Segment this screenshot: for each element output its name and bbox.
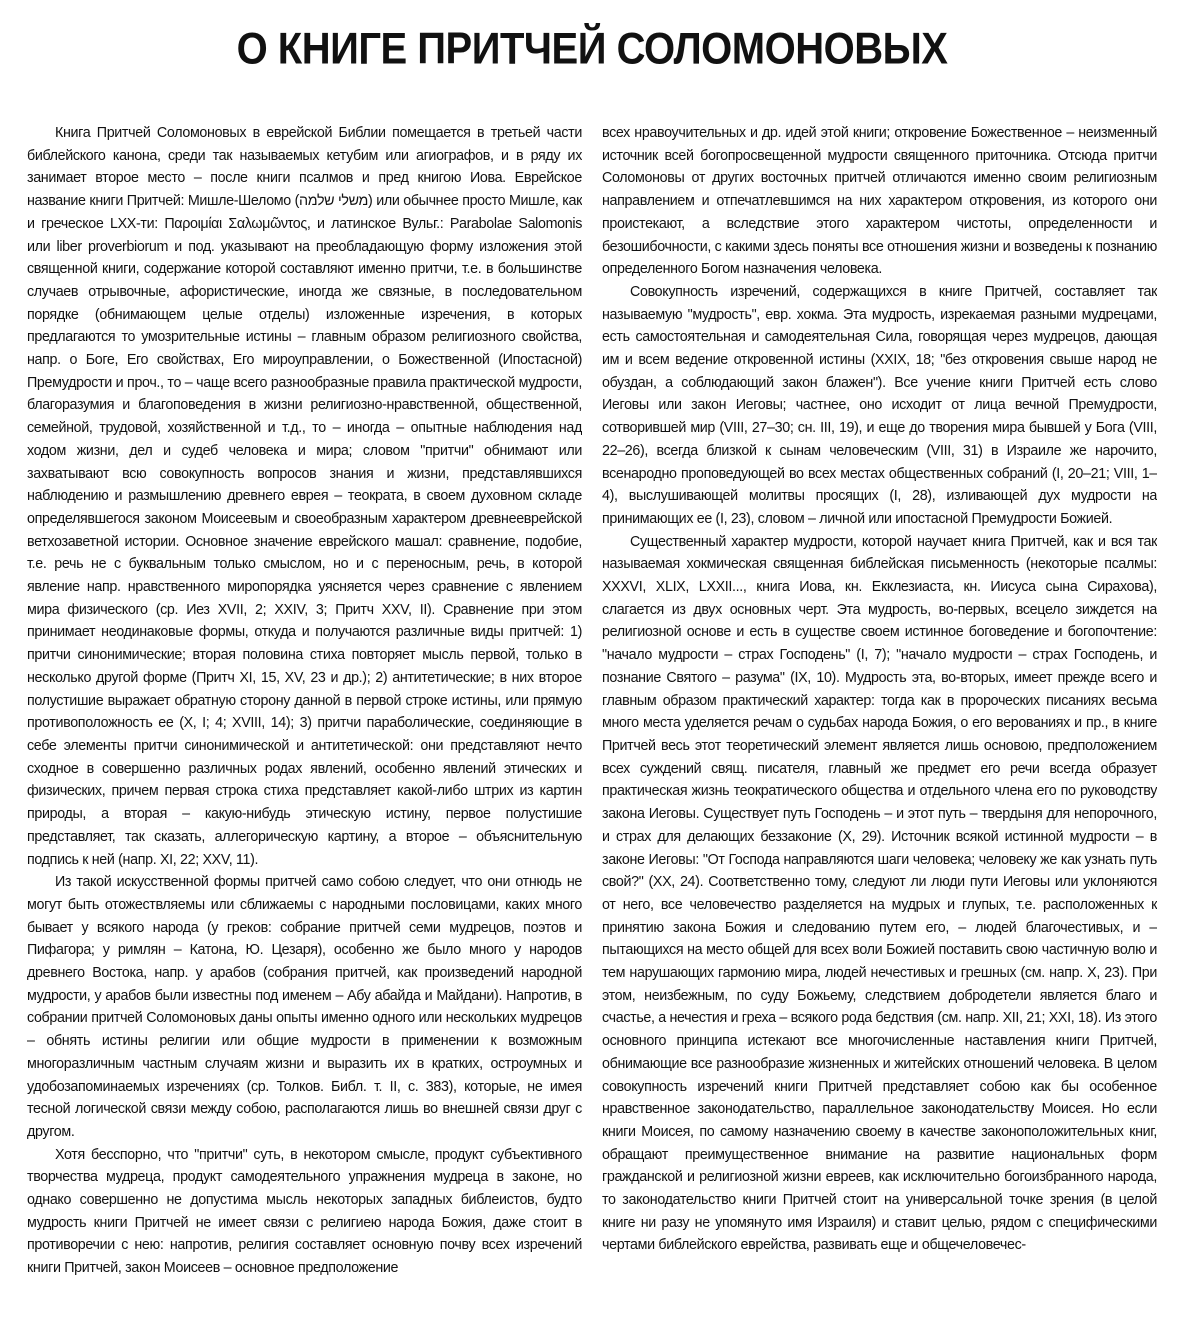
paragraph: Существенный характер мудрости, которой научает книга Притчей, как и вся так называемая хокмическая священная библейская письменность (некоторые псалмы: XXXVI, XLIX, LXXII..., книга Иова, кн. Екклезиаста, кн. Иисуса сына Сирахова), слагается из двух основных черт. Эта мудрость, во-первых, всецело зиждется на религиозной основе и есть в существе своем истинное боговедение и богопочтение: "начало мудрости – страх Господень" (I, 7); "начало мудрости – страх Господень, и познание Святого – разума" (IX, 10). Мудрость эта, во-вторых, имеет прежде всего и главным образом практический характер: тогда как в пророческих писаниях весьма много места уделяется речам о судьбах народа Божия, о его верованиях и пр., в книге Притчей весь этот теоретический элемент является лишь основою, предположением всех суждений свящ. писателя, главный же предмет его речи всегда образует практическая жизнь теократического общества и отдельного члена его по руководству закона Иеговы. Существует путь Господень – и этот путь – твердыня для непорочного, и страх для делающих беззаконие (X, 29). Источник всякой истинной мудрости – в законе Иеговы: "От Господа направляются шаги человека; человеку же как узнать путь свой?" (XX, 24). Соответственно тому, следуют ли люди пути Иеговы или уклоняются от него, все человечество разделяется на мудрых и глупых, т.е. расположенных к принятию закона Божия и следованию путем его, – людей благочестивых, и – пытающихся на место общей для всех воли Божией поставить свою частичную волю и тем нарушающих гармонию мира, людей нечестивых и грешных (см. напр. X, 23). При этом, неизбежным, по суду Божьему, следствием добродетели является благо и счастье, а нечестия и греха – всякого рода бедствия (см. напр. XII, 21; XXI, 18). Из этого основного принципа истекают все многочисленные наставления книги Притчей, обнимающие все разнообразие жизненных и житейских отношений человека. В целом совокупность изречений книги Притчей представляет собою как бы особенное нравственное законодательство, параллельное законодательству Моисея. Но если книги Моисея, по самому назначению своему в качестве законоположительных книг, обращают преимущественное внимание на развитие национальных форм гражданской и религиозной жизни евреев, как исключительно богоизбранного народа, то законодательство книги Притчей стоит на универсальной точке зрения (в целой книге ни разу не упомянуто имя Израиля) и ставит целью, рядом с специфическими чертами библейского еврейства, развивать еще и общечеловечес- bbox=[602, 533, 1157, 1254]
text-columns bbox=[27, 122, 1157, 1338]
paragraph: всех нравоучительных и др. идей этой книги; откровение Божественное – неизменный источник всей богопросвещенной мудрости священного приточника. Отсюда притчи Соломоновы от других восточных притчей отличаются именно своим религиозным направлением и отпечатлевшимся на них характером откровения, из которого они проистекают, а вследствие этого характером чистоты, определенности и безошибочности, с какими здесь поняты все отношения жизни и возведены к познанию определенного Богом назначения человека. bbox=[602, 125, 1157, 278]
paragraph: Совокупность изречений, содержащихся в книге Притчей, составляет так называемую "мудрость", евр. хокма. Эта мудрость, изрекаемая разными мудрецами, есть самостоятельная и самодеятельная Сила, говорящая через мудрецов, дающая им и всем ведение откровенной истины (XXIX, 18; "без откровения свыше народ не обуздан, а соблюдающий закон блажен"). Все учение книги Притчей есть слово Иеговы или закон Иеговы; частнее, оно исходит от лица вечной Премудрости, сотворившей мир (VIII, 27–30; сн. III, 19), и еще до творения мира бывшей у Бога (VIII, 22–26), всегда близкой к сынам человеческим (VIII, 31) в Израиле же нарочито, всенародно проповедующей во всех местах общественных собраний (I, 20–21; VIII, 1–4), выслушивающей молитвы просящих (I, 28), изливающей дух мудрости на принимающих ее (I, 23), словом – личной или ипостасной Премудрости Божией. bbox=[602, 283, 1157, 527]
paragraph: Хотя бесспорно, что "притчи" суть, в некотором смысле, продукт субъективного творчества мудреца, продукт самодеятельного упражнения мудреца в законе, но однако совершенно не допустима мысль некоторых западных библеистов, будто мудрость книги Притчей не имеет связи с религиею народа Божия, даже стоит в противоречии с нею: напротив, религия составляет основную почву всех изречений книги Притчей, закон Моисеев – основное предположение bbox=[27, 1146, 582, 1277]
paragraph: Из такой искусственной формы притчей само собою следует, что они отнюдь не могут быть отожествляемы или сближаемы с народными пословицами, каких много бывает у всякого народа (у греков: собрание притчей семи мудрецов, поэтов и Пифагора; у римлян – Катона, Ю. Цезаря), особенно же было много у народов древнего Востока, напр. у арабов (собрания притчей, как произведений народной мудрости, у арабов были известны под именем – Абу абайда и Майдани). Напротив, в собрании притчей Соломоновых даны опыты именно одного или нескольких мудрецов – обнять истины религии или общие мудрости в применении к возможным многоразличным частным случаям жизни и выразить их в кратких, остроумных и удобозапоминаемых изречениях (ср. Толков. Библ. т. II, с. 383), которые, не имея тесной логической связи между собою, располагаются лишь во внешней связи друг с другом. bbox=[27, 874, 582, 1140]
page-title: О КНИГЕ ПРИТЧЕЙ СОЛОМОНОВЫХ bbox=[236, 24, 948, 74]
right-column bbox=[602, 122, 1157, 1338]
paragraph: Книга Притчей Соломоновых в еврейской Библии помещается в третьей части библейского канона, среди так называемых кетубим или агиографов, и в ряду их занимает второе место – после книги псалмов и пред книгою Иова. Еврейское название книги Притчей: Мишле-Шеломо (משלי שלמה) или обычнее просто Мишле, как и греческое LXX-ти: Παροιμίαι Σαλωμῶντος, и латинское Вульг.: Parabolae Salomonis или liber proverbiorum и под. указывают на преобладающую форму изложения этой священной книги, содержание которой составляют именно притчи, т.е. в большинстве случаев отрывочные, афористические, иногда же связные, в последовательном порядке (обнимающем целые отделы) изложенные изречения, в которых предлагаются то умозрительные истины – главным образом религиозного свойства, напр. о Боге, Его свойствах, Его мироуправлении, о Божественной (Ипостасной) Премудрости и проч., то – чаще всего разнообразные правила практической мудрости, благоразумия и благоповедения в жизни религиозно-нравственной, общественной, семейной, трудовой, хозяйственной и т.д., то – иногда – опытные наблюдения над ходом жизни, дел и судеб человека и мира; словом "притчи" обнимают или захватывают всю совокупность вопросов знания и жизни, представлявшихся наблюдению и размышлению древнего еврея – теократа, в своем духовном складе определявшегося законом Моисеевым и своеобразным характером древнееврейской ветхозаветной истории. Основное значение еврейского машал: сравнение, подобие, т.е. речь не с буквальным только смыслом, но и с переносным, речь, в которой явление напр. нравственного миропорядка уясняется через сравнение с явлением мира физического (ср. Иез XVII, 2; XXIV, 3; Притч XXV, II). Сравнение при этом принимает неодинаковые формы, откуда и получаются различные виды притчей: 1) притчи синонимические; вторая половина стиха повторяет мысль первой, только в несколько другой форме (Притч XI, 15, XV, 23 и др.); 2) антитетические; в них второе полустишие выражает обратную сторону данной в первой строке истины, или прямую противоположность ее (X, I; 4; XVIII, 14); 3) притчи параболические, соединяющие в себе элементы притчи синонимической и антитетической: они представляют нечто сходное в совершенно различных родах явлений, особенно явлений этических и физических, причем первая строка стиха представляет какой-либо штрих из картин природы, а вторая – какую-нибудь этическую истину, первое полустишие представляет, так сказать, аллегорическую картину, а второе – объяснительную подпись к ней (напр. XI, 22; XXV, 11). bbox=[27, 125, 582, 868]
left-column bbox=[27, 122, 582, 1338]
